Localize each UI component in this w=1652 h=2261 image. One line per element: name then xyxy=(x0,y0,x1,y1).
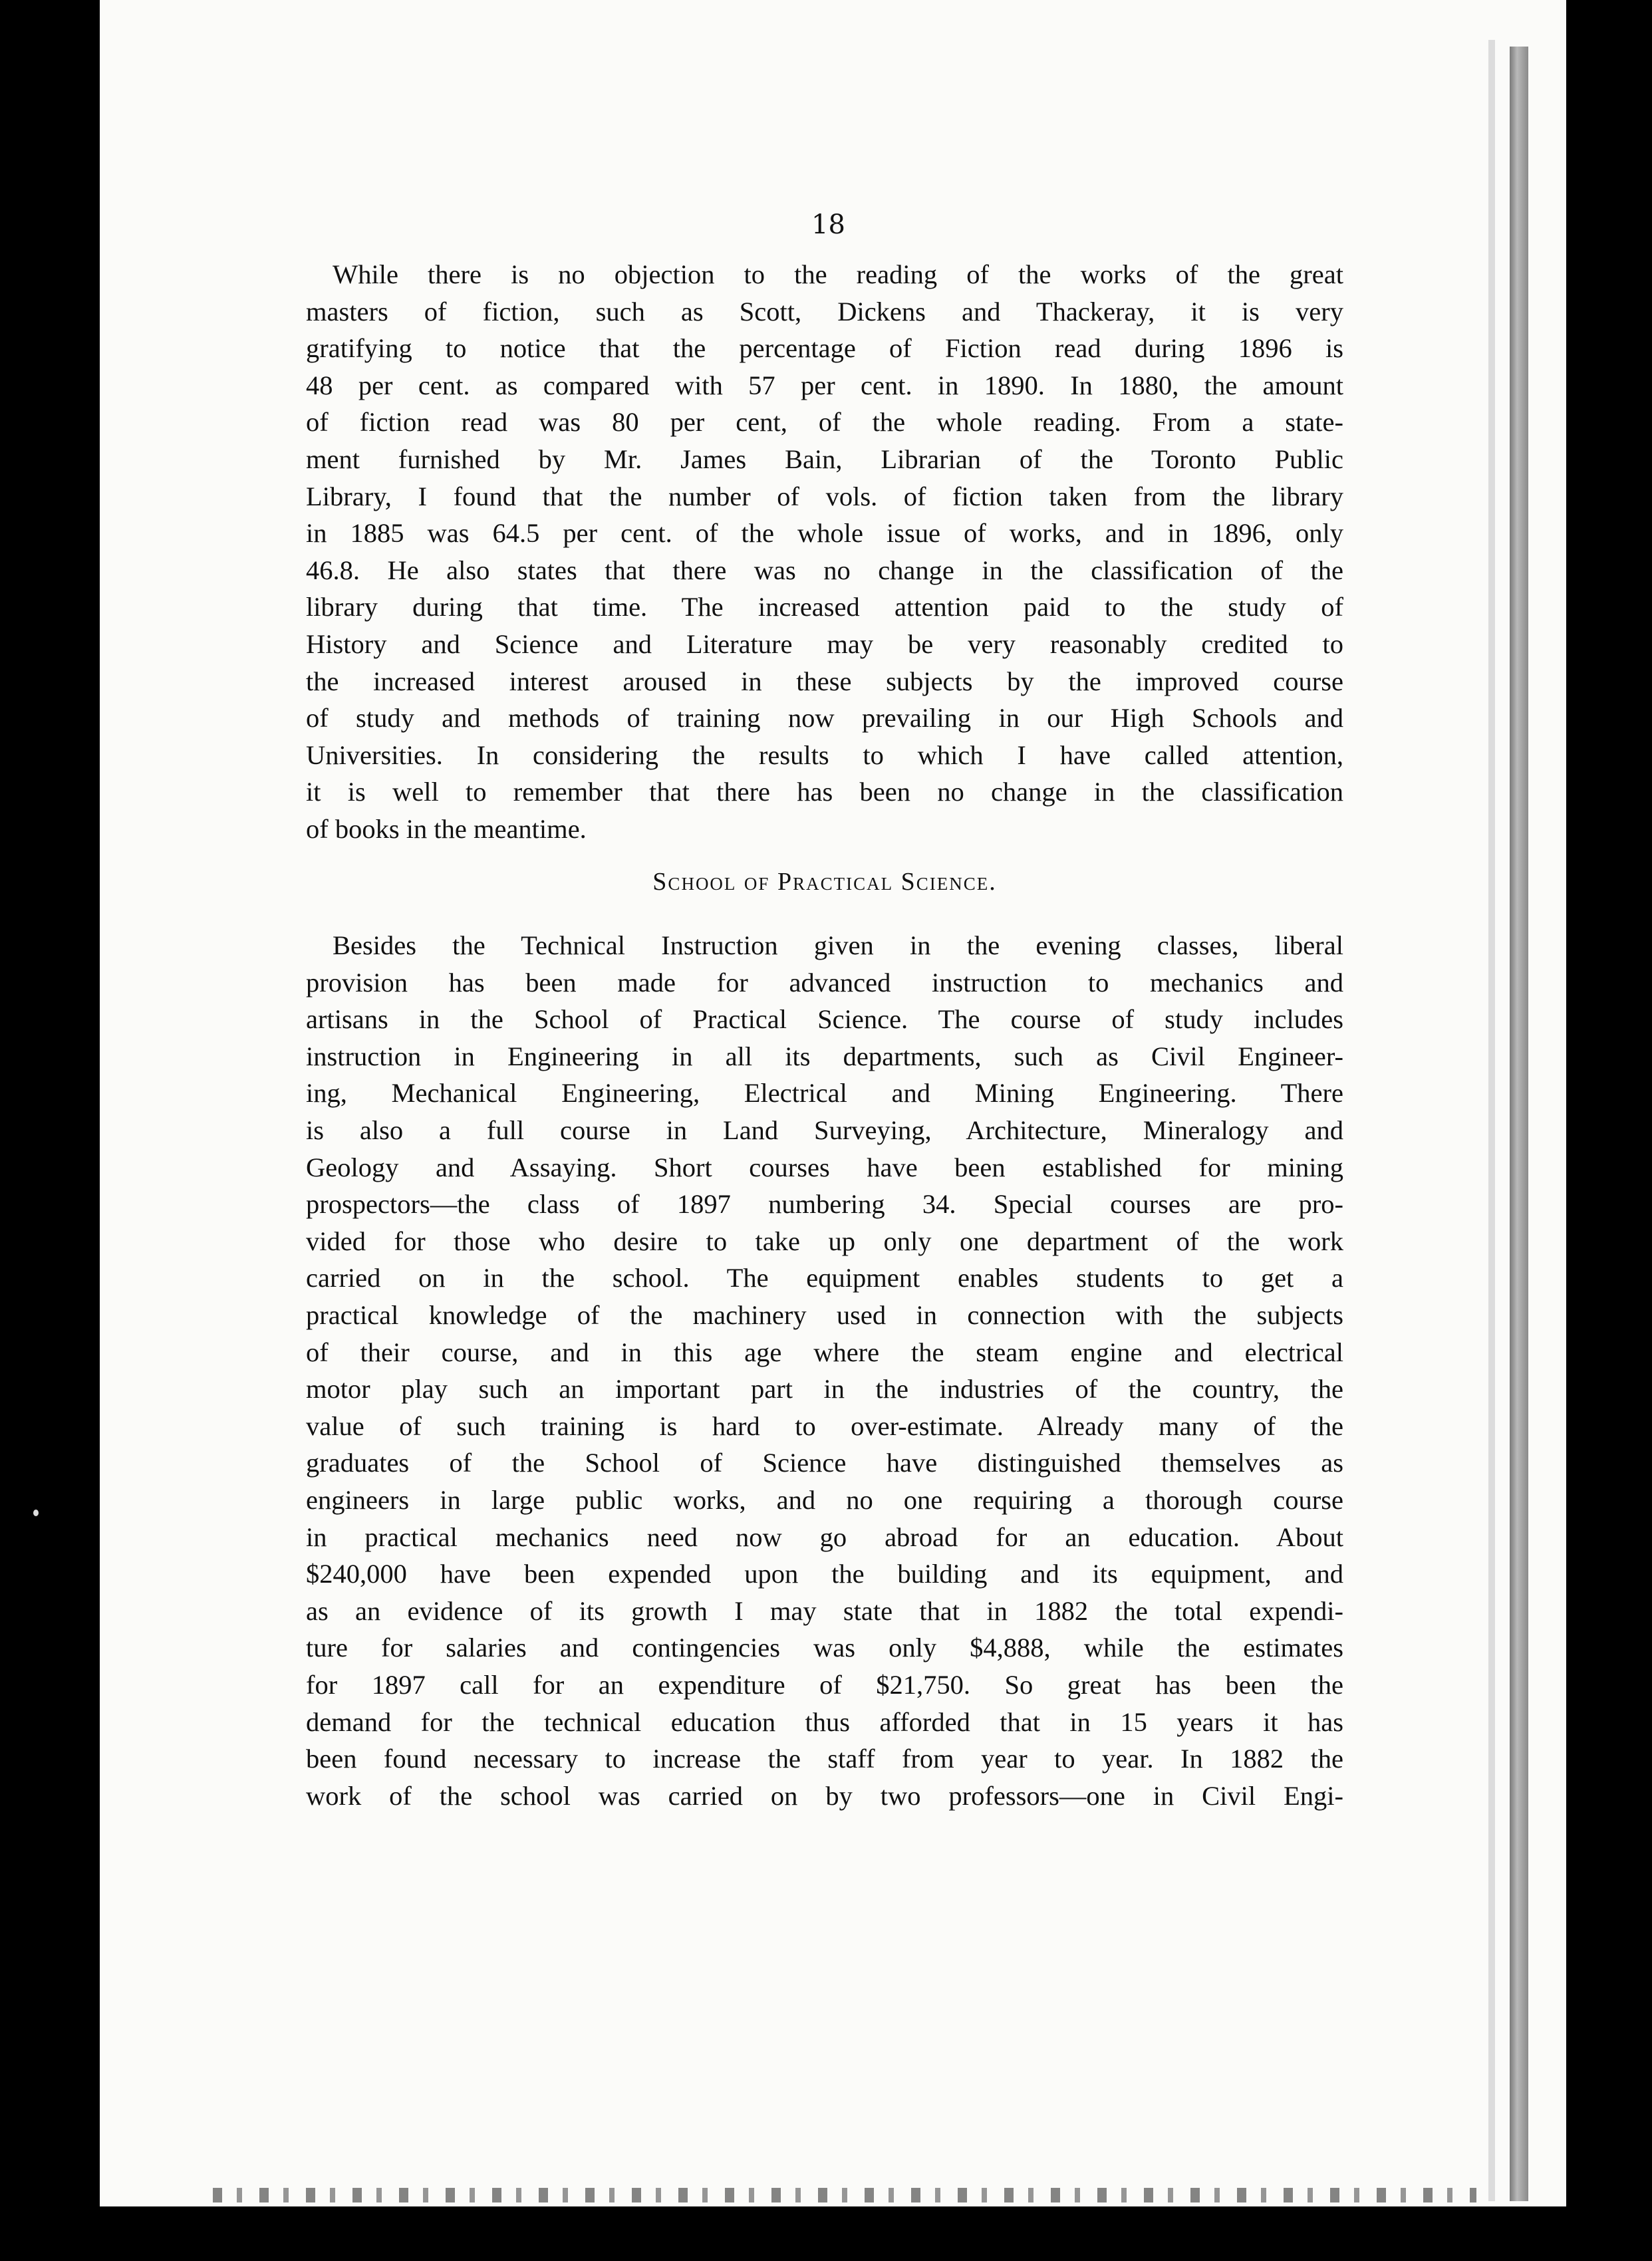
text-line: engineers in large public works, and no one requiring a thorough course xyxy=(306,1485,1343,1515)
text-line: 48 per cent. as compared with 57 per cent. in 1890. In 1880, the amount xyxy=(306,370,1343,400)
text-line: Universities. In considering the results to which I have called attention, xyxy=(306,739,1343,770)
text-line: of books in the meantime. xyxy=(306,813,587,844)
paragraph-practical-science xyxy=(306,927,1343,1814)
text-line: Library, I found that the number of vols. of fiction taken from the library xyxy=(306,481,1343,511)
text-line: prospectors—the class of 1897 numbering 34. Special courses are pro- xyxy=(306,1189,1343,1220)
text-line: ment furnished by Mr. James Bain, Librarian of the Toronto Public xyxy=(306,444,1343,474)
text-line: instruction in Engineering in all its departments, such as Civil Engineer- xyxy=(306,1041,1343,1071)
text-line: of study and methods of training now prevailing in our High Schools and xyxy=(306,703,1343,733)
page-edge-strip xyxy=(1510,47,1528,2201)
body-text xyxy=(306,256,1343,1814)
text-line: gratifying to notice that the percentage of Fiction read during 1896 is xyxy=(306,333,1343,364)
text-line: practical knowledge of the machinery used in connection with the subjects xyxy=(306,1300,1343,1331)
text-line: masters of fiction, such as Scott, Dickens and Thackeray, it is very xyxy=(306,296,1343,327)
text-line: is also a full course in Land Surveying, Architecture, Mineralogy and xyxy=(306,1115,1343,1146)
paragraph-fiction-reading xyxy=(306,256,1343,848)
text-line: motor play such an important part in the industries of the country, the xyxy=(306,1374,1343,1404)
text-line: vided for those who desire to take up only one department of the work xyxy=(306,1226,1343,1256)
text-line: $240,000 have been expended upon the building and its equipment, and xyxy=(306,1559,1343,1589)
text-line: work of the school was carried on by two professors—one in Civil Engi- xyxy=(306,1780,1343,1811)
text-line: it is well to remember that there has been no change in the classification xyxy=(306,777,1343,807)
text-line: 46.8. He also states that there was no change in the classification of the xyxy=(306,555,1343,585)
text-line: artisans in the School of Practical Science. The course of study includes xyxy=(306,1004,1343,1035)
scan-speck xyxy=(33,1510,39,1516)
page-fold-shadow xyxy=(1488,40,1495,2201)
text-line: of their course, and in this age where the steam engine and electrical xyxy=(306,1337,1343,1367)
text-line: value of such training is hard to over-estimate. Already many of the xyxy=(306,1410,1343,1441)
text-line: demand for the technical education thus afforded that in 15 years it has xyxy=(306,1706,1343,1737)
text-line: in practical mechanics need now go abroad for an education. About xyxy=(306,1522,1343,1552)
text-line: for 1897 call for an expenditure of $21,750. So great has been the xyxy=(306,1669,1343,1700)
text-line: Geology and Assaying. Short courses have been established for mining xyxy=(306,1152,1343,1182)
text-line: carried on in the school. The equipment enables students to get a xyxy=(306,1263,1343,1293)
text-line: graduates of the School of Science have distinguished themselves as xyxy=(306,1448,1343,1478)
text-line: ing, Mechanical Engineering, Electrical and Mining Engineering. There xyxy=(306,1078,1343,1109)
text-line: the increased interest aroused in these subjects by the improved course xyxy=(306,666,1343,696)
text-line: in 1885 was 64.5 per cent. of the whole issue of works, and in 1896, only xyxy=(306,518,1343,549)
bottom-scan-artifact xyxy=(213,2188,1476,2202)
text-line: library during that time. The increased attention paid to the study of xyxy=(306,592,1343,622)
text-line: been found necessary to increase the staff from year to year. In 1882 the xyxy=(306,1744,1343,1774)
text-line: While there is no objection to the reading of the works of the great xyxy=(333,259,1343,289)
text-line: of fiction read was 80 per cent, of the whole reading. From a state- xyxy=(306,407,1343,438)
text-line: History and Science and Literature may be very reasonably credited to xyxy=(306,628,1343,659)
text-line: ture for salaries and contingencies was only $4,888, while the estimates xyxy=(306,1633,1343,1663)
text-line: provision has been made for advanced instruction to mechanics and xyxy=(306,967,1343,998)
page-number: 18 xyxy=(811,209,845,240)
text-line: Besides the Technical Instruction given in the evening classes, liberal xyxy=(333,930,1343,961)
text-line: as an evidence of its growth I may state that in 1882 the total expendi- xyxy=(306,1595,1343,1626)
section-heading: School of Practical Science. xyxy=(652,867,997,896)
